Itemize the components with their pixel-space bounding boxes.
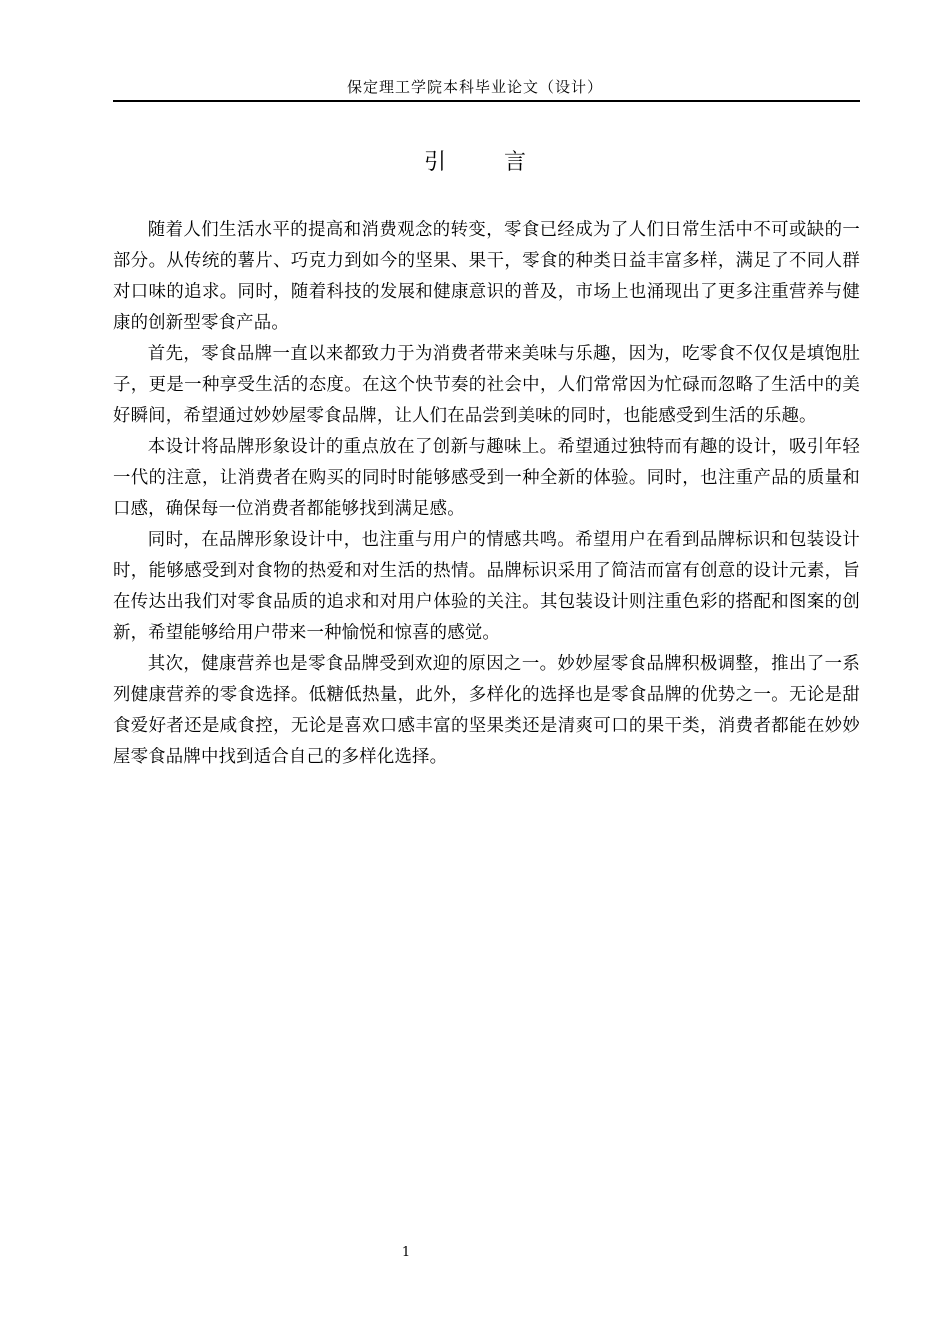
title-char-2: 言 [504, 150, 527, 175]
paragraph-4: 同时，在品牌形象设计中，也注重与用户的情感共鸣。希望用户在看到品牌标识和包装设计时，能够感受到对食物的热爱和对生活的热情。品牌标识采用了简洁而富有创意的设计元素，旨在传达出我们对零食品质的追求和对用户体验的关注。其包装设计则注重色彩的搭配和图案的创新，希望能够给用户带来一种愉悦和惊喜的感觉。 [113, 530, 860, 643]
header-divider [113, 100, 860, 102]
paragraph-3: 本设计将品牌形象设计的重点放在了创新与趣味上。希望通过独特而有趣的设计，吸引年轻一代的注意，让消费者在购买的同时时能够感受到一种全新的体验。同时，也注重产品的质量和口感，确保每一位消费者都能够找到满足感。 [113, 437, 860, 519]
paragraph-5: 其次，健康营养也是零食品牌受到欢迎的原因之一。妙妙屋零食品牌积极调整，推出了一系列健康营养的零食选择。低糖低热量，此外，多样化的选择也是零食品牌的优势之一。无论是甜食爱好者还是咸食控，无论是喜欢口感丰富的坚果类还是清爽可口的果干类，消费者都能在妙妙屋零食品牌中找到适合自己的多样化选择。 [113, 654, 860, 767]
title-char-1: 引 [423, 150, 446, 175]
page-number: 1 [401, 1245, 411, 1260]
paragraph-2: 首先，零食品牌一直以来都致力于为消费者带来美味与乐趣，因为，吃零食不仅仅是填饱肚子，更是一种享受生活的态度。在这个快节奏的社会中，人们常常因为忙碌而忽略了生活中的美好瞬间，希望通过妙妙屋零食品牌，让人们在品尝到美味的同时，也能感受到生活的乐趣。 [113, 344, 860, 426]
paragraph-1: 随着人们生活水平的提高和消费观念的转变，零食已经成为了人们日常生活中不可或缺的一部分。从传统的薯片、巧克力到如今的坚果、果干，零食的种类日益丰富多样，满足了不同人群对口味的追求。同时，随着科技的发展和健康意识的普及，市场上也涌现出了更多注重营养与健康的创新型零食产品。 [113, 220, 860, 333]
running-header: 保定理工学院本科毕业论文（设计） [346, 78, 603, 96]
page-title [0, 146, 950, 180]
body-text [113, 215, 860, 773]
